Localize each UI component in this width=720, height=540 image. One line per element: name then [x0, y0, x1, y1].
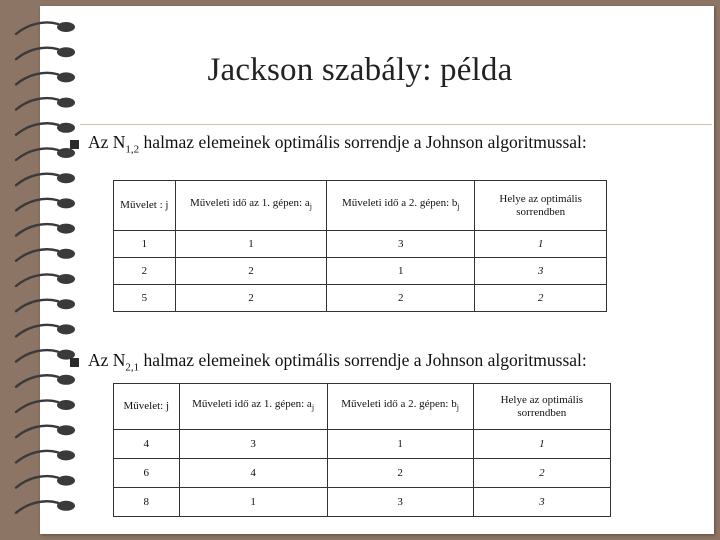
- header-label: Műveleti idő a 2. gépen: b: [341, 197, 458, 210]
- cell: 1: [179, 488, 327, 517]
- binding-ring-icon: [16, 148, 75, 160]
- cell: 2: [175, 258, 327, 285]
- slide-title: Jackson szabály: példa: [207, 52, 513, 88]
- cell: 2: [327, 459, 473, 488]
- cell: 5: [114, 285, 176, 312]
- table-row: [114, 459, 611, 488]
- binding-ring-icon: [16, 425, 75, 437]
- header-subscript: j: [309, 202, 312, 212]
- binding-ring-icon: [16, 476, 75, 488]
- binding-ring-icon: [16, 123, 75, 135]
- table-header-row: [114, 384, 611, 430]
- cell: 8: [114, 488, 180, 517]
- header-label: Műveleti idő az 1. gépen: a: [192, 398, 312, 411]
- table-row: [114, 430, 611, 459]
- binding-ring-icon: [16, 324, 75, 336]
- table-row: [114, 285, 607, 312]
- cell: 1: [473, 430, 610, 459]
- binding-ring-icon: [16, 350, 75, 362]
- header-label: Művelet: j: [123, 400, 170, 412]
- binding-ring-icon: [16, 450, 75, 462]
- header-label: Műveleti idő az 1. gépen: a: [189, 197, 310, 210]
- header-label: Műveleti idő a 2. gépen: b: [341, 398, 457, 411]
- header-cell: [114, 384, 180, 430]
- binding-ring-icon: [16, 22, 75, 34]
- binding-ring-icon: [16, 274, 75, 286]
- section1-prefix: Az N: [88, 132, 126, 152]
- cell: 4: [114, 430, 180, 459]
- cell: 1: [475, 231, 607, 258]
- header-cell: [475, 181, 607, 231]
- section2-prefix: Az N: [88, 350, 126, 370]
- binding-ring-icon: [16, 173, 75, 185]
- header-cell: [327, 181, 475, 231]
- header-cell: [327, 384, 473, 430]
- cell: 6: [114, 459, 180, 488]
- header-label: Helye az optimális sorrendben: [499, 192, 582, 218]
- binding-ring-icon: [16, 501, 75, 513]
- cell: 2: [175, 285, 327, 312]
- cell: 3: [179, 430, 327, 459]
- johnson-table-1: [113, 180, 607, 312]
- section2-heading: [88, 350, 587, 374]
- binding-ring-icon: [16, 299, 75, 311]
- cell: 3: [327, 488, 473, 517]
- header-label: Helye az optimális sorrendben: [500, 393, 584, 419]
- section1-suffix: halmaz elemeinek optimális sorrendje a Johnson algoritmussal:: [139, 132, 587, 152]
- section2-subscript: 2,1: [125, 361, 140, 374]
- cell: 3: [327, 231, 475, 258]
- cell: 3: [475, 258, 607, 285]
- johnson-table-2: [113, 383, 611, 517]
- bullet-square-icon: [70, 358, 79, 367]
- table-header-row: [114, 181, 607, 231]
- header-cell: [175, 181, 327, 231]
- title-divider: [80, 124, 712, 125]
- binding-ring-icon: [16, 224, 75, 236]
- header-cell: [114, 181, 176, 231]
- binding-ring-icon: [16, 249, 75, 261]
- table-row: [114, 488, 611, 517]
- bullet-square-icon: [70, 140, 79, 149]
- cell: 2: [327, 285, 475, 312]
- table-row: [114, 231, 607, 258]
- header-subscript: j: [456, 403, 459, 413]
- cell: 1: [175, 231, 327, 258]
- binding-ring-icon: [16, 198, 75, 210]
- header-cell: [473, 384, 610, 430]
- cell: 2: [475, 285, 607, 312]
- binding-ring-icon: [16, 98, 75, 110]
- section2-suffix: halmaz elemeinek optimális sorrendje a Johnson algoritmussal:: [139, 350, 587, 370]
- cell: 3: [473, 488, 610, 517]
- cell: 1: [327, 258, 475, 285]
- header-label: Művelet : j: [120, 199, 169, 211]
- section1-subscript: 1,2: [125, 143, 140, 156]
- cell: 2: [114, 258, 176, 285]
- cell: 1: [114, 231, 176, 258]
- binding-ring-icon: [16, 400, 75, 412]
- header-subscript: j: [311, 403, 315, 413]
- spiral-binding-icon: [14, 14, 78, 526]
- header-subscript: j: [457, 202, 460, 212]
- section1-heading: [88, 132, 587, 156]
- cell: 2: [473, 459, 610, 488]
- cell: 4: [179, 459, 327, 488]
- header-cell: [179, 384, 327, 430]
- table-row: [114, 258, 607, 285]
- binding-ring-icon: [16, 375, 75, 387]
- cell: 1: [327, 430, 473, 459]
